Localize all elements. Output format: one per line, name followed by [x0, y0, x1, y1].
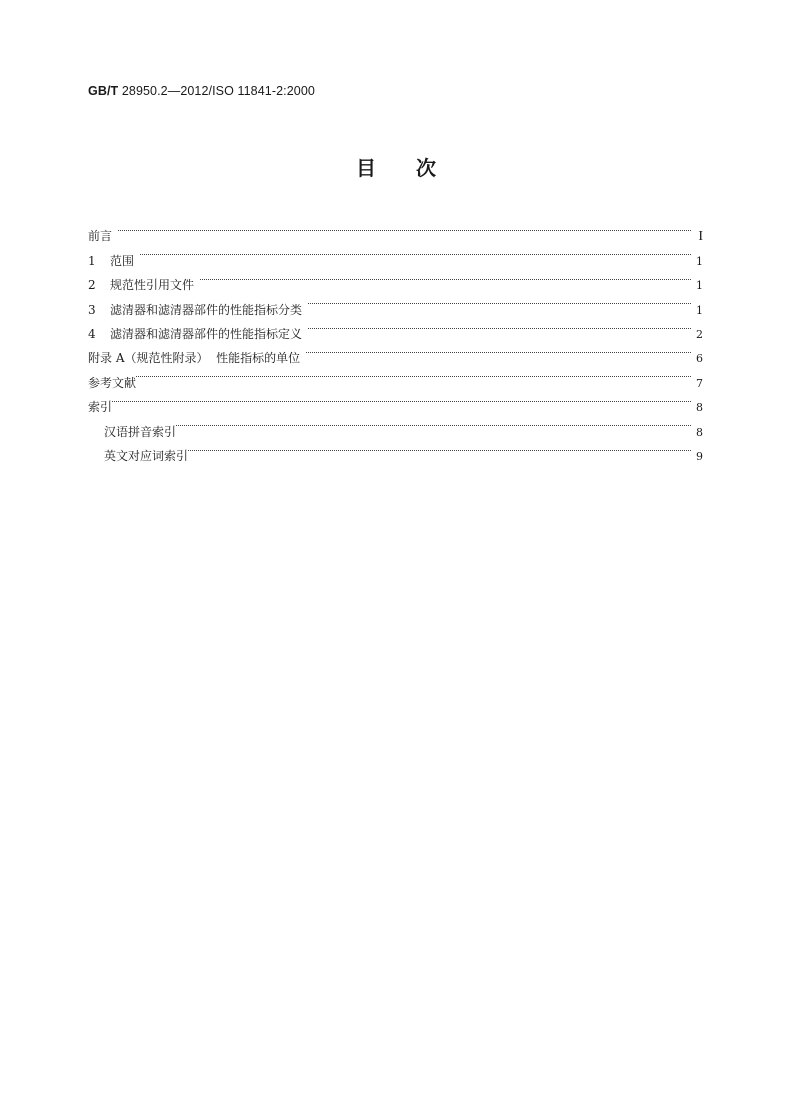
toc-entry-label: 前言 [88, 229, 113, 244]
toc-entry-scope[interactable] [88, 240, 703, 268]
document-code [88, 84, 315, 98]
toc-entry-bibliography[interactable] [88, 362, 703, 390]
toc-entry-page: I [698, 229, 703, 245]
toc-entry-number: 3 [88, 302, 96, 317]
toc-entry-pinyin-index[interactable] [88, 411, 703, 439]
toc-entry-page: 8 [696, 401, 703, 415]
toc-entry-page: 1 [696, 303, 703, 317]
toc-entry-page: 9 [696, 449, 703, 463]
table-of-contents [88, 216, 703, 463]
page-title-char-2: 次 [416, 156, 436, 180]
toc-leader-dots [118, 216, 691, 240]
page-title [0, 152, 792, 181]
page-title-char-1: 目 [356, 156, 376, 180]
toc-entry-label: 范围 [110, 253, 135, 268]
toc-leader-dots [188, 436, 691, 460]
toc-entry-number: 1 [88, 253, 96, 268]
document-code-number: 28950.2—2012/ISO 11841-2:2000 [118, 84, 315, 98]
toc-leader-dots [140, 240, 691, 264]
toc-entry-label: 附录 A（规范性附录） 性能指标的单位 [88, 351, 301, 366]
toc-entry-page: 6 [696, 352, 703, 366]
toc-entry-label: 英文对应词索引 [104, 448, 189, 463]
toc-leader-dots [200, 265, 691, 289]
document-code-prefix: GB/T [88, 84, 119, 98]
toc-entry-foreword[interactable] [88, 216, 703, 245]
toc-leader-dots [308, 314, 691, 338]
toc-entry-label: 规范性引用文件 [110, 278, 195, 293]
toc-entry-label: 索引 [88, 400, 113, 415]
toc-entry-page: 2 [696, 327, 703, 341]
toc-entry-english-index[interactable] [88, 436, 703, 463]
toc-entry-label: 参考文献 [88, 375, 137, 390]
toc-entry-page: 7 [696, 376, 703, 390]
toc-entry-normative-references[interactable] [88, 265, 703, 293]
toc-leader-dots [176, 411, 691, 435]
toc-entry-number: 4 [88, 326, 96, 341]
toc-leader-dots [136, 362, 691, 386]
toc-entry-label: 滤清器和滤清器部件的性能指标分类 [110, 302, 303, 317]
toc-leader-dots [112, 387, 691, 411]
toc-entry-label: 滤清器和滤清器部件的性能指标定义 [110, 326, 303, 341]
toc-entry-page: 8 [696, 425, 703, 439]
toc-leader-dots [306, 338, 691, 362]
toc-entry-number: 2 [88, 278, 96, 293]
toc-entry-label: 汉语拼音索引 [104, 424, 177, 439]
toc-leader-dots [308, 289, 691, 313]
toc-entry-page: 1 [696, 279, 703, 293]
toc-entry-index[interactable] [88, 387, 703, 415]
toc-entry-page: 1 [696, 254, 703, 268]
